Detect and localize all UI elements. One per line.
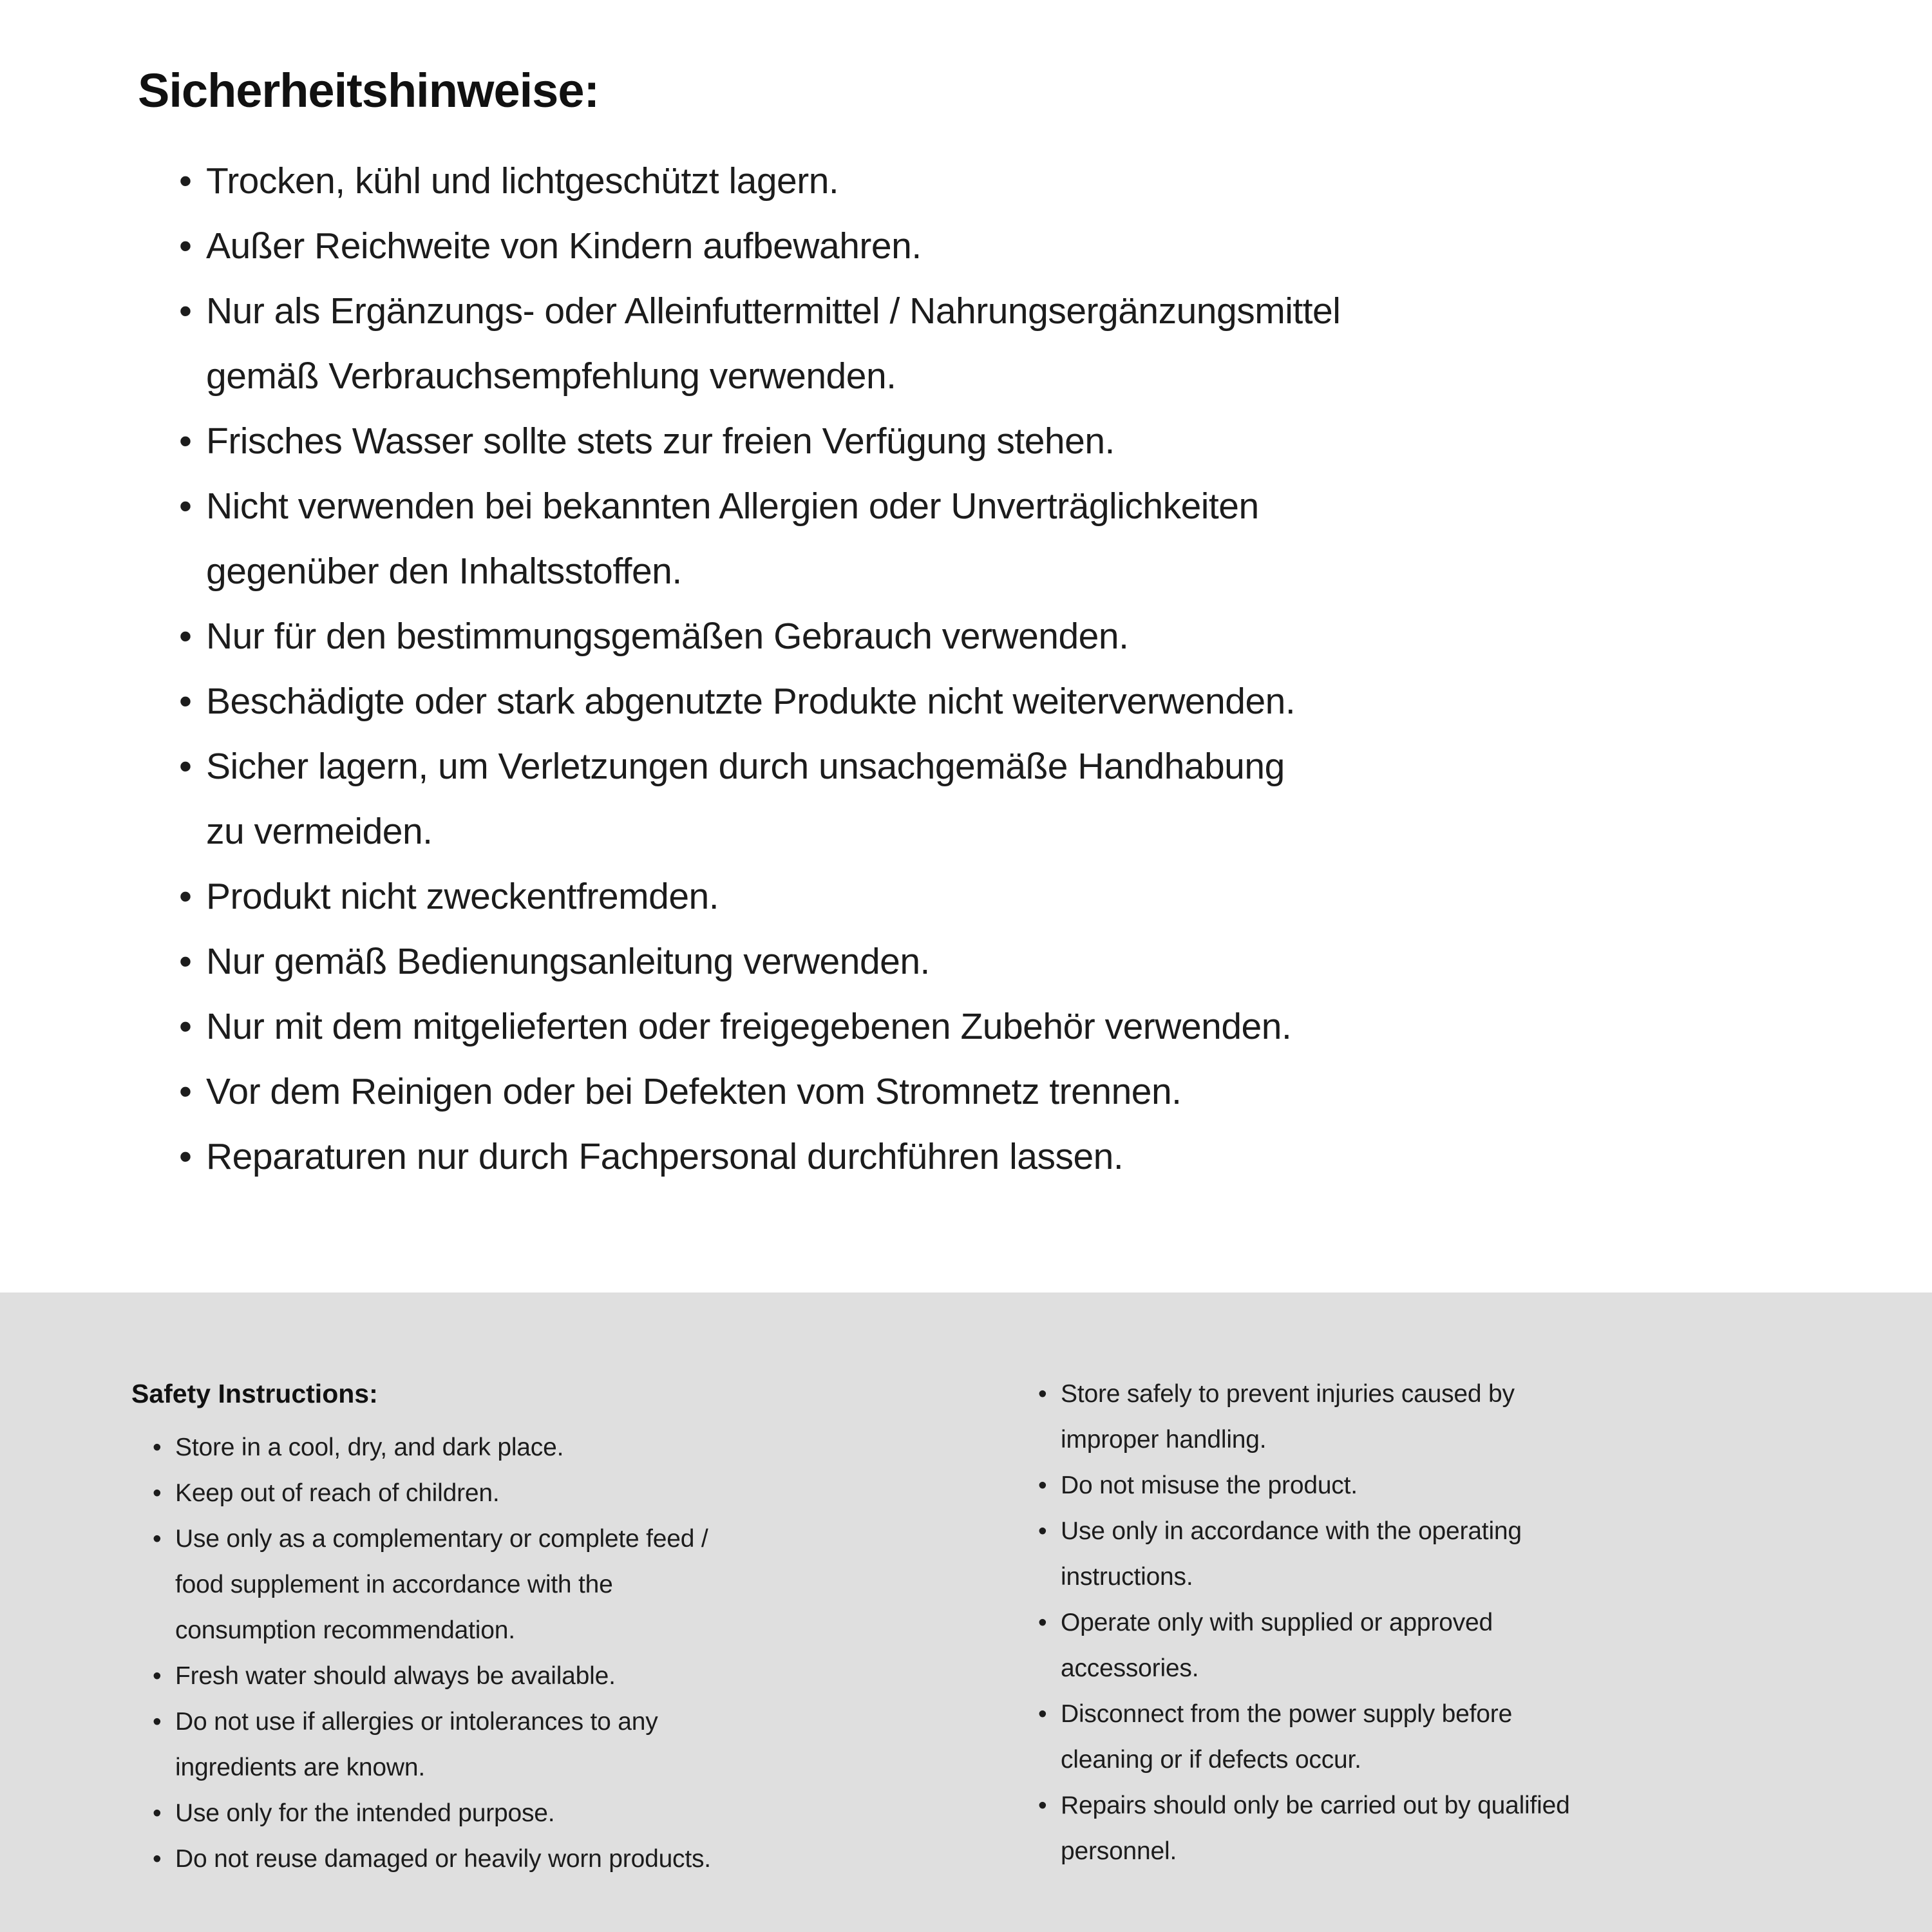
- bullet-marker: •: [1038, 1609, 1047, 1636]
- list-item-text: Frisches Wasser sollte stets zur freien Verfügung stehen.: [206, 421, 1115, 462]
- bullet-marker: •: [153, 1434, 162, 1461]
- list-item: [179, 279, 1879, 409]
- list-item: [179, 669, 1879, 734]
- list-item: [1038, 1600, 1914, 1691]
- list-item-text: Trocken, kühl und lichtgeschützt lagern.: [206, 160, 839, 202]
- bullet-marker: •: [179, 290, 192, 332]
- english-instructions-list-left-column: [153, 1425, 1016, 1882]
- list-item-text: Nur mit dem mitgelieferten oder freigegebenen Zubehör verwenden.: [206, 1006, 1292, 1047]
- list-item: [1038, 1508, 1914, 1600]
- bullet-marker: •: [179, 876, 192, 917]
- list-item-text: Reparaturen nur durch Fachpersonal durchführen lassen.: [206, 1136, 1124, 1177]
- list-item-text: Produkt nicht zweckentfremden.: [206, 876, 719, 917]
- bullet-marker: •: [179, 160, 192, 202]
- list-item: [1038, 1783, 1914, 1874]
- bullet-marker: •: [179, 486, 192, 527]
- bullet-marker: •: [153, 1799, 162, 1827]
- list-item: [153, 1653, 1016, 1699]
- english-instructions-list-right-column: [1038, 1371, 1914, 1874]
- bullet-marker: •: [179, 616, 192, 657]
- bullet-marker: •: [1038, 1700, 1047, 1728]
- list-item-text: Operate only with supplied or approved accessories.: [1061, 1609, 1493, 1682]
- bullet-marker: •: [179, 421, 192, 462]
- bullet-marker: •: [179, 225, 192, 267]
- list-item-text: Nur gemäß Bedienungsanleitung verwenden.: [206, 941, 930, 982]
- list-item-text: Außer Reichweite von Kindern aufbewahren.: [206, 225, 922, 267]
- bullet-marker: •: [179, 681, 192, 722]
- bullet-marker: •: [1038, 1472, 1047, 1499]
- list-item: [1038, 1371, 1914, 1463]
- list-item: [179, 1059, 1879, 1124]
- list-item-text: Do not use if allergies or intolerances to any ingredients are known.: [175, 1708, 658, 1781]
- list-item-text: Repairs should only be carried out by qualified personnel.: [1061, 1792, 1570, 1865]
- bullet-marker: •: [153, 1662, 162, 1690]
- list-item-text: Beschädigte oder stark abgenutzte Produkte nicht weiterverwenden.: [206, 681, 1296, 722]
- list-item: [179, 929, 1879, 994]
- bullet-marker: •: [153, 1525, 162, 1553]
- list-item-text: Nur als Ergänzungs- oder Alleinfuttermittel / Nahrungsergänzungsmittel gemäß Verbrauchsempfehlung verwenden.: [206, 290, 1341, 397]
- list-item: [153, 1790, 1016, 1836]
- bullet-marker: •: [179, 1136, 192, 1177]
- list-item: [1038, 1463, 1914, 1508]
- bullet-marker: •: [179, 1071, 192, 1112]
- english-section: [0, 1293, 1932, 1932]
- list-item-text: Do not misuse the product.: [1061, 1472, 1358, 1499]
- list-item: [153, 1425, 1016, 1470]
- list-item: [179, 474, 1879, 604]
- list-item-text: Fresh water should always be available.: [175, 1662, 616, 1690]
- list-item-text: Use only as a complementary or complete feed / food supplement in accordance with the consumption recommendation.: [175, 1525, 708, 1644]
- list-item-text: Vor dem Reinigen oder bei Defekten vom Stromnetz trennen.: [206, 1071, 1182, 1112]
- bullet-marker: •: [179, 746, 192, 787]
- bullet-marker: •: [1038, 1792, 1047, 1819]
- list-item-text: Use only in accordance with the operating instructions.: [1061, 1517, 1522, 1591]
- bullet-marker: •: [153, 1708, 162, 1736]
- list-item: [179, 149, 1879, 214]
- bullet-marker: •: [1038, 1380, 1047, 1408]
- bullet-marker: •: [1038, 1517, 1047, 1545]
- list-item: [179, 864, 1879, 929]
- list-item-text: Store safely to prevent injuries caused by improper handling.: [1061, 1380, 1515, 1454]
- list-item-text: Sicher lagern, um Verletzungen durch unsachgemäße Handhabung zu vermeiden.: [206, 746, 1285, 852]
- list-item: [153, 1836, 1016, 1882]
- list-item-text: Use only for the intended purpose.: [175, 1799, 555, 1827]
- list-item: [179, 734, 1879, 864]
- list-item: [153, 1699, 1016, 1790]
- list-item-text: Keep out of reach of children.: [175, 1479, 500, 1507]
- german-section-title: Sicherheitshinweise:: [138, 64, 600, 117]
- list-item: [179, 214, 1879, 279]
- bullet-marker: •: [153, 1479, 162, 1507]
- list-item: [179, 604, 1879, 669]
- list-item-text: Nicht verwenden bei bekannten Allergien oder Unverträglichkeiten gegenüber den Inhaltsstoffen.: [206, 486, 1259, 592]
- english-section-title: Safety Instructions:: [131, 1379, 378, 1408]
- list-item: [153, 1516, 1016, 1653]
- list-item-text: Nur für den bestimmungsgemäßen Gebrauch verwenden.: [206, 616, 1129, 657]
- bullet-marker: •: [153, 1845, 162, 1873]
- list-item-text: Disconnect from the power supply before cleaning or if defects occur.: [1061, 1700, 1513, 1774]
- list-item: [179, 409, 1879, 474]
- bullet-marker: •: [179, 941, 192, 982]
- list-item: [153, 1470, 1016, 1516]
- bullet-marker: •: [179, 1006, 192, 1047]
- list-item-text: Store in a cool, dry, and dark place.: [175, 1434, 564, 1461]
- german-instructions-list: [179, 149, 1879, 1189]
- list-item-text: Do not reuse damaged or heavily worn products.: [175, 1845, 711, 1873]
- list-item: [179, 1124, 1879, 1189]
- list-item: [1038, 1691, 1914, 1783]
- list-item: [179, 994, 1879, 1059]
